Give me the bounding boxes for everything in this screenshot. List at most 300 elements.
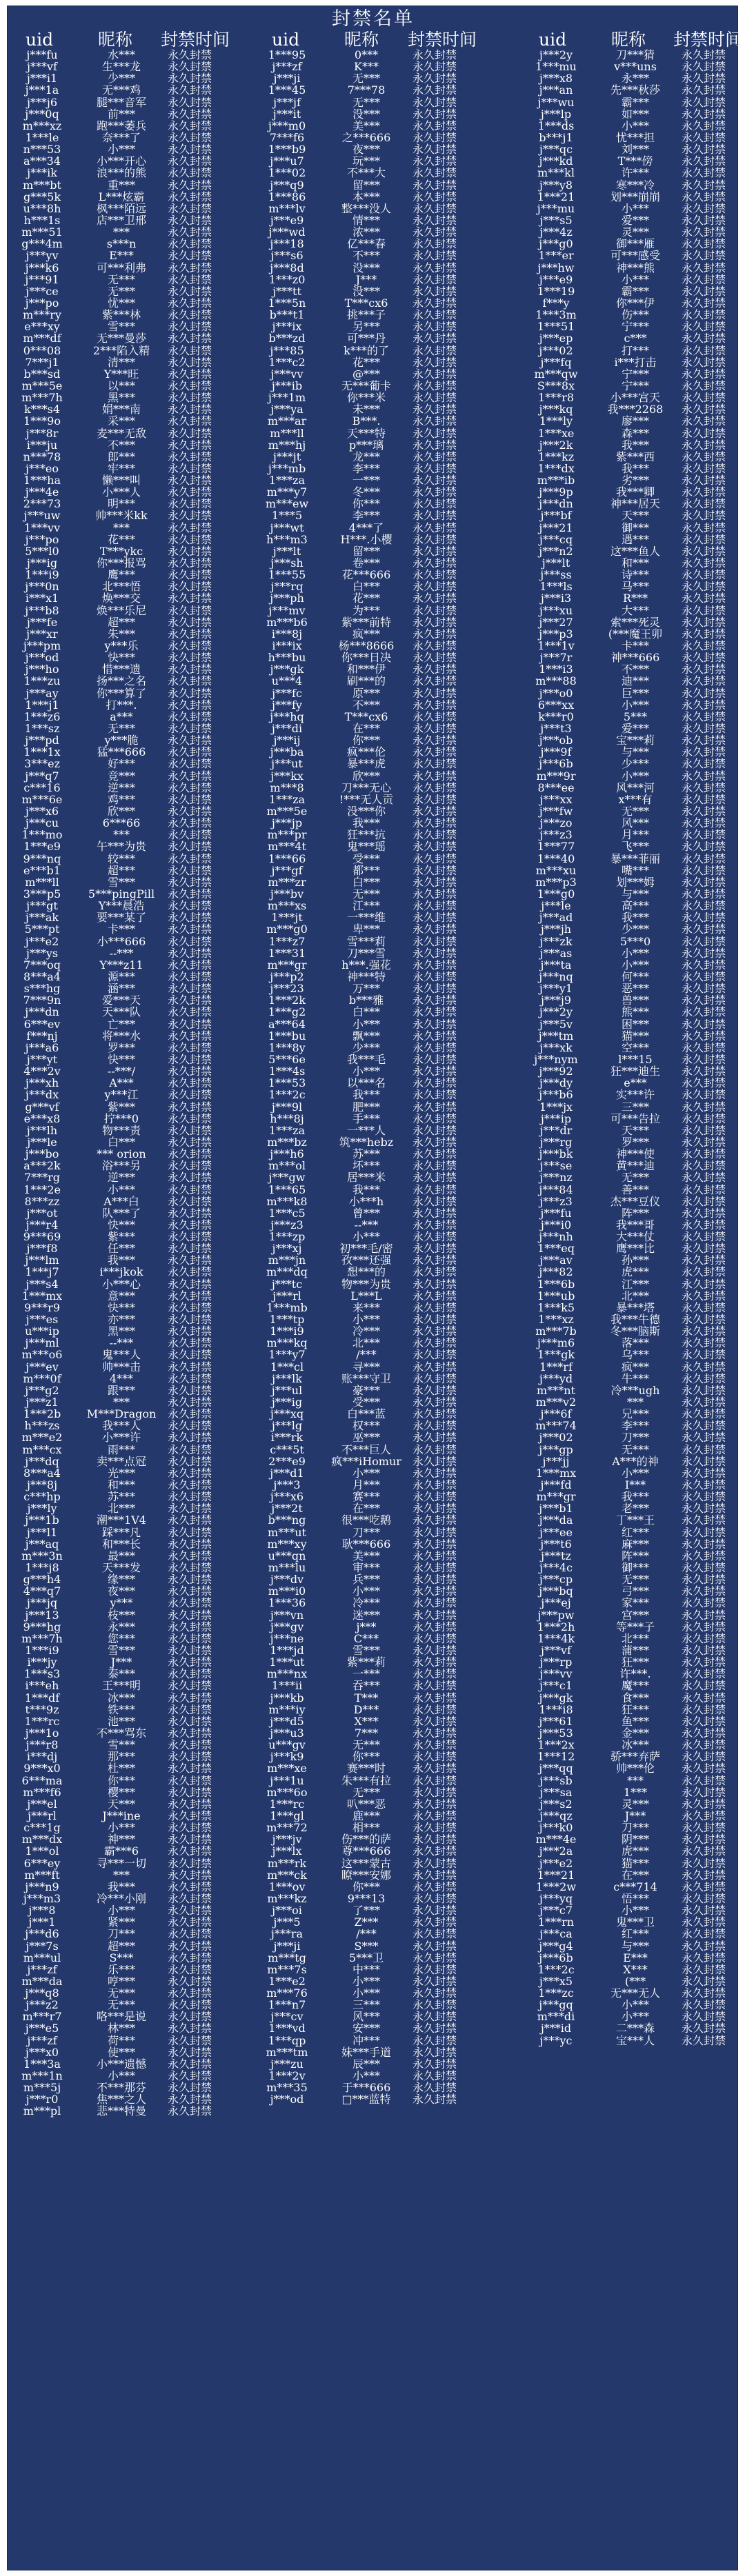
ban-time-cell: 永久封禁 (413, 497, 457, 511)
nickname-cell: y***脆 (104, 734, 139, 747)
ban-row (522, 214, 739, 226)
uid-cell: i***ix (272, 639, 302, 653)
nickname-cell: 4***了 (348, 521, 384, 534)
ban-row (522, 1302, 739, 1314)
uid-cell: m***4e (535, 1833, 577, 1847)
nickname-cell: 刷***的 (346, 674, 386, 688)
ban-row (252, 675, 494, 687)
nickname-cell: 受*** (352, 1396, 380, 1409)
uid-cell: 1***mb (266, 1300, 308, 1314)
uid-cell: m***g0 (266, 923, 308, 936)
ban-time-cell: 永久封禁 (168, 934, 212, 948)
ban-row (252, 1184, 494, 1196)
nickname-cell: 无*** (352, 1738, 380, 1752)
ban-time-cell: 永久封禁 (168, 95, 212, 109)
ban-time-cell: 永久封禁 (413, 1868, 457, 1882)
ban-time-cell: 永久封禁 (413, 1821, 457, 1835)
uid-cell: j***1o (25, 1726, 59, 1740)
nickname-cell: 生***龙 (101, 60, 141, 74)
ban-row (8, 510, 249, 521)
ban-time-cell: 永久封禁 (413, 1029, 457, 1043)
ban-row (8, 1704, 249, 1715)
ban-row (522, 309, 739, 321)
nickname-cell: 曾*** (352, 1206, 380, 1220)
ban-row (252, 1491, 494, 1502)
ban-time-cell: 永久封禁 (413, 225, 457, 239)
uid-cell: j***3 (273, 1478, 301, 1492)
nickname-cell: Z*** (354, 1915, 379, 1929)
ban-row (252, 534, 494, 545)
ban-time-cell: 永久封禁 (682, 934, 726, 948)
ban-time-cell: 永久封禁 (682, 1300, 726, 1314)
uid-cell: 1***zp (268, 1230, 306, 1244)
uid-cell: 1***le (25, 130, 59, 144)
uid-cell: g***5k (23, 190, 61, 203)
nickname-cell: 狂*** (621, 1702, 649, 1716)
ban-time-cell: 永久封禁 (682, 568, 726, 582)
ban-time-cell: 永久封禁 (682, 1561, 726, 1574)
ban-time-cell: 永久封禁 (168, 1951, 212, 1964)
uid-cell: m***6o (266, 1785, 308, 1799)
uid-cell: c***16 (23, 781, 61, 794)
ban-row (8, 1444, 249, 1456)
uid-cell: j***po (25, 296, 59, 310)
ban-column-3 (522, 49, 739, 2046)
ban-time-cell: 永久封禁 (168, 1667, 212, 1681)
ban-time-cell: 永久封禁 (413, 95, 457, 109)
uid-cell: j***b8 (25, 603, 59, 617)
nickname-cell: 白***蓝 (346, 1407, 386, 1421)
ban-time-cell: 永久封禁 (413, 143, 457, 157)
uid-cell: 1***i9 (25, 568, 59, 582)
ban-row (252, 1798, 494, 1810)
nickname-cell: 杨***8666 (338, 639, 395, 653)
nickname-cell: b***雅 (348, 994, 384, 1007)
ban-time-cell: 永久封禁 (682, 2010, 726, 2024)
uid-cell: m***4t (268, 840, 306, 854)
ban-row (8, 238, 249, 250)
ban-time-cell: 永久封禁 (413, 1939, 457, 1953)
nickname-cell: 筑***hebz (339, 1135, 394, 1149)
nickname-cell: 忧***担 (615, 130, 655, 144)
uid-cell: 1***r8 (537, 391, 574, 405)
uid-cell: j***fu (540, 1206, 572, 1220)
ban-row (252, 983, 494, 994)
uid-cell: j***cp (539, 1573, 573, 1587)
ban-time-cell: 永久封禁 (168, 414, 212, 428)
uid-cell: j***vn (270, 1608, 304, 1622)
nickname-cell: 想***的 (346, 1265, 386, 1279)
ban-row (8, 392, 249, 403)
nickname-cell: B***. (352, 414, 381, 428)
ban-time-cell: 永久封禁 (413, 1242, 457, 1256)
ban-time-cell: 永久封禁 (413, 982, 457, 996)
ban-row (522, 486, 739, 498)
nickname-cell: 留*** (352, 544, 380, 558)
ban-row (252, 1715, 494, 1727)
ban-time-cell: 永久封禁 (413, 1147, 457, 1161)
ban-row (8, 805, 249, 817)
ban-row (522, 1940, 739, 1952)
ban-row (8, 1018, 249, 1030)
uid-cell: j***ne (270, 1631, 304, 1645)
ban-time-cell: 永久封禁 (168, 556, 212, 570)
nickname-cell: J***ine (102, 1809, 141, 1822)
uid-cell: j***9p (539, 485, 573, 499)
nickname-cell: 帅***米kk (95, 509, 148, 523)
ban-row (252, 1751, 494, 1762)
ban-time-cell: 永久封禁 (168, 2033, 212, 2047)
ban-time-cell: 永久封禁 (168, 367, 212, 381)
ban-row (8, 1916, 249, 1928)
nickname-cell: j*** (356, 1620, 377, 1633)
uid-cell: 1***ly (539, 414, 573, 428)
nickname-cell: 乐*** (107, 1962, 135, 1976)
ban-row (8, 912, 249, 923)
ban-time-cell: 永久封禁 (413, 1360, 457, 1373)
uid-cell: b***zd (268, 332, 306, 345)
ban-time-cell: 永久封禁 (168, 178, 212, 192)
nickname-cell: 为*** (352, 603, 380, 617)
uid-cell: 1***e9 (23, 840, 61, 854)
ban-row (522, 1810, 739, 1822)
ban-time-cell: 永久封禁 (413, 674, 457, 688)
nickname-cell: 竞*** (107, 769, 135, 783)
ban-time-cell: 永久封禁 (168, 1986, 212, 2000)
ban-row (522, 167, 739, 179)
ban-row (252, 971, 494, 983)
ban-row (522, 1018, 739, 1030)
nickname-cell: 无*** (107, 1998, 135, 2012)
nickname-cell: 狂***抗 (346, 828, 386, 842)
nickname-cell: --***/ (107, 1065, 136, 1078)
ban-time-cell: 永久封禁 (413, 840, 457, 854)
uid-cell: 1***95 (268, 48, 306, 61)
ban-time-cell: 永久封禁 (682, 1620, 726, 1633)
nickname-cell: 冷*** (352, 1596, 380, 1610)
uid-cell: j***84 (539, 1183, 573, 1196)
ban-time-cell: 永久封禁 (682, 1052, 726, 1066)
nickname-cell: 无***鸡 (101, 83, 141, 97)
ban-row (8, 380, 249, 392)
ban-row (252, 1125, 494, 1136)
uid-cell: 1***4k (537, 1631, 575, 1645)
ban-time-cell: 永久封禁 (168, 1631, 212, 1645)
ban-time-cell: 永久封禁 (168, 261, 212, 274)
uid-cell: j***18 (270, 237, 304, 251)
ban-time-cell: 永久封禁 (168, 1466, 212, 1480)
ban-row (8, 1715, 249, 1727)
uid-cell: j***tz (541, 1549, 571, 1562)
nickname-cell: 兵*** (352, 1573, 380, 1587)
nickname-cell: 没*** (352, 261, 380, 274)
ban-time-cell: 永久封禁 (682, 225, 726, 239)
ban-time-cell: 永久封禁 (168, 532, 212, 546)
uid-cell: j***z2 (26, 1998, 59, 2012)
ban-row (252, 1573, 494, 1585)
uid-cell: j***as (539, 946, 573, 960)
ban-time-cell: 永久封禁 (682, 1880, 726, 1893)
ban-row (522, 1798, 739, 1810)
uid-cell: j***2t (271, 1502, 303, 1516)
header-nickname-2: 昵称 (344, 30, 379, 50)
ban-row (522, 1975, 739, 1987)
uid-cell: 1***2b (23, 1407, 61, 1421)
uid-cell: j***7r (539, 651, 573, 665)
ban-row (8, 1196, 249, 1207)
ban-row (8, 463, 249, 474)
ban-time-cell: 永久封禁 (168, 1904, 212, 1918)
nickname-cell: 懒***叫 (101, 474, 141, 487)
ban-row (522, 84, 739, 96)
uid-cell: m***di (537, 2010, 575, 2024)
nickname-cell: 花***666 (341, 568, 391, 582)
uid-cell: j***sa (539, 1785, 573, 1799)
ban-time-cell: 永久封禁 (413, 911, 457, 925)
nickname-cell: 寻*** (352, 1360, 380, 1373)
ban-row (252, 947, 494, 959)
nickname-cell: 花*** (352, 592, 380, 605)
ban-row (8, 592, 249, 604)
uid-cell: j***rg (539, 1135, 573, 1149)
uid-cell: j***cq (539, 532, 573, 546)
ban-time-cell: 永久封禁 (168, 1147, 212, 1161)
ban-row (8, 1680, 249, 1691)
ban-time-cell: 永久封禁 (413, 1502, 457, 1516)
ban-time-cell: 永久封禁 (682, 1525, 726, 1539)
uid-cell: j***lp (540, 107, 572, 121)
uid-cell: 1***31 (268, 946, 306, 960)
ban-row (522, 1184, 739, 1196)
uid-cell: m***bt (23, 178, 61, 192)
ban-row (252, 238, 494, 250)
ban-row (522, 226, 739, 238)
ban-row (522, 238, 739, 250)
uid-cell: j***dn (539, 497, 573, 511)
ban-row (252, 262, 494, 274)
ban-time-cell: 永久封禁 (682, 1088, 726, 1102)
ban-row (8, 1160, 249, 1171)
nickname-cell: *** (627, 1773, 644, 1787)
uid-cell: j***27 (539, 615, 573, 629)
ban-row (522, 1290, 739, 1302)
uid-cell: i***ju (26, 438, 58, 452)
nickname-cell: 雪*** (107, 875, 135, 889)
ban-time-cell: 永久封禁 (682, 639, 726, 653)
ban-time-cell: 永久封禁 (413, 438, 457, 452)
nickname-cell: 我*** (352, 1088, 380, 1102)
nickname-cell: 疯***iHomur (331, 1454, 401, 1468)
ban-time-cell: 永久封禁 (682, 130, 726, 144)
ban-row (252, 1940, 494, 1952)
ban-time-cell: 永久封禁 (682, 1254, 726, 1267)
ban-row (252, 1562, 494, 1573)
ban-row (8, 1928, 249, 1940)
uid-cell: 5***l0 (25, 544, 59, 558)
ban-time-cell: 永久封禁 (682, 1183, 726, 1196)
ban-row (522, 888, 739, 900)
ban-row (522, 120, 739, 132)
nickname-cell: 尊***666 (341, 1844, 391, 1858)
uid-cell: 1***02 (268, 166, 306, 180)
uid-cell: j***i3 (540, 592, 572, 605)
ban-time-cell: 永久封禁 (682, 332, 726, 345)
uid-cell: 1***gl (270, 1809, 304, 1822)
uid-cell: j***gk (270, 663, 304, 676)
ban-row (252, 250, 494, 261)
uid-cell: j***d6 (25, 1927, 59, 1941)
header-uid-3: uid (539, 30, 567, 50)
uid-cell: j***e9 (539, 272, 573, 286)
ban-time-cell: 永久封禁 (168, 296, 212, 310)
ban-time-cell: 永久封禁 (413, 284, 457, 298)
nickname-cell: 无***曼莎 (96, 332, 146, 345)
nickname-cell: 快*** (107, 651, 135, 665)
nickname-cell: 猫*** (621, 1029, 649, 1043)
ban-time-cell: 永久封禁 (682, 1100, 726, 1114)
ban-time-cell: 永久封禁 (682, 887, 726, 900)
nickname-cell: 浪***的熊 (96, 166, 146, 180)
nickname-cell: 善*** (621, 1183, 649, 1196)
ban-time-cell: 永久封禁 (682, 1040, 726, 1054)
nickname-cell: 你***伊 (615, 296, 655, 310)
ban-row (8, 1668, 249, 1680)
ban-time-cell: 永久封禁 (682, 403, 726, 416)
ban-time-cell: 永久封禁 (413, 201, 457, 215)
nickname-cell: 源*** (107, 969, 135, 983)
nickname-cell: 朱*** (107, 627, 135, 641)
uid-cell: 1***er (538, 249, 574, 263)
ban-time-cell: 永久封禁 (682, 1974, 726, 1988)
ban-row (252, 829, 494, 841)
uid-cell: j***c1 (539, 1679, 573, 1693)
uid-cell: j***1b (25, 1513, 59, 1527)
ban-row (8, 108, 249, 120)
nickname-cell: 小*** (621, 272, 649, 286)
uid-cell: m***rk (267, 1856, 307, 1870)
ban-row (8, 994, 249, 1006)
nickname-cell: 悲***特曼 (96, 2104, 146, 2118)
nickname-cell: 白*** (352, 580, 380, 594)
ban-time-cell: 永久封禁 (682, 1785, 726, 1799)
ban-time-cell: 永久封禁 (682, 1643, 726, 1657)
nickname-cell: 以*** (107, 379, 135, 392)
ban-time-cell: 永久封禁 (168, 308, 212, 322)
ban-time-cell: 永久封禁 (413, 2057, 457, 2071)
ban-time-cell: 永久封禁 (168, 1714, 212, 1728)
uid-cell: j***l1 (26, 1525, 58, 1539)
ban-time-cell: 永久封禁 (168, 391, 212, 405)
ban-time-cell: 永久封禁 (682, 1478, 726, 1492)
ban-time-cell: 永久封禁 (682, 1135, 726, 1149)
uid-cell: j***c7 (539, 1904, 573, 1918)
ban-row (8, 557, 249, 569)
uid-cell: t***9z (25, 1702, 59, 1716)
ban-row (252, 1775, 494, 1787)
ban-time-cell: 永久封禁 (413, 544, 457, 558)
uid-cell: c***hp (23, 1490, 61, 1504)
ban-row (8, 191, 249, 203)
ban-row (252, 179, 494, 191)
nickname-cell: 北***悟 (101, 580, 141, 594)
ban-time-cell: 永久封禁 (413, 1017, 457, 1031)
ban-row (522, 1337, 739, 1349)
ban-time-cell: 永久封禁 (413, 946, 457, 960)
nickname-cell: 冬***脑斯 (610, 1325, 660, 1338)
uid-cell: j***b1 (539, 1502, 573, 1516)
uid-cell: 1***gk (537, 1348, 575, 1362)
ban-row (8, 1302, 249, 1314)
ban-time-cell: 永久封禁 (413, 355, 457, 369)
uid-cell: m***jn (268, 1254, 306, 1267)
uid-cell: 8***zz (24, 1194, 60, 1208)
uid-cell: j***mu (537, 201, 575, 215)
nickname-cell: 食*** (621, 1691, 649, 1704)
ban-time-cell: 永久封禁 (413, 639, 457, 653)
uid-cell: j***ot (26, 1206, 58, 1220)
ban-time-cell: 永久封禁 (413, 426, 457, 440)
uid-cell: j***6b (539, 1951, 573, 1964)
ban-time-cell: 永久封禁 (168, 2010, 212, 2024)
ban-row (8, 1065, 249, 1077)
uid-cell: j***ys (26, 946, 59, 960)
ban-time-cell: 永久封禁 (413, 1762, 457, 1775)
ban-time-cell: 永久封禁 (413, 1844, 457, 1858)
uid-cell: j***s4 (26, 1277, 59, 1291)
uid-cell: j***kx (270, 769, 304, 783)
uid-cell: j***ji (273, 72, 301, 85)
ban-row (8, 143, 249, 155)
uid-cell: j***1a (25, 83, 59, 97)
ban-row (8, 167, 249, 179)
uid-cell: j***yv (26, 249, 59, 263)
nickname-cell: 弓*** (621, 1584, 649, 1598)
ban-row (252, 1349, 494, 1360)
nickname-cell: 受*** (352, 852, 380, 865)
ban-time-cell: 永久封禁 (168, 1076, 212, 1090)
ban-row (8, 1822, 249, 1833)
nickname-cell: 小***遗憾 (96, 2057, 146, 2071)
ban-time-cell: 永久封禁 (168, 1927, 212, 1941)
nickname-cell: 原*** (352, 686, 380, 700)
ban-row (252, 1964, 494, 1975)
uid-cell: 1***19 (537, 284, 575, 298)
ban-time-cell: 永久封禁 (168, 1656, 212, 1669)
nickname-cell: 我***哥 (615, 1218, 655, 1231)
ban-row (252, 794, 494, 805)
uid-cell: m***5e (266, 805, 308, 818)
nickname-cell: 逆*** (107, 1171, 135, 1185)
ban-time-cell: 永久封禁 (413, 1100, 457, 1114)
ban-time-cell: 永久封禁 (168, 2057, 212, 2071)
ban-row (252, 2058, 494, 2070)
ban-row (8, 1373, 249, 1385)
uid-cell: j***lx (272, 1844, 302, 1858)
uid-cell: j***u7 (270, 154, 304, 168)
uid-cell: m***r7 (22, 2010, 62, 2024)
uid-cell: j***bq (539, 1584, 573, 1598)
ban-row (252, 72, 494, 84)
ban-time-cell: 永久封禁 (413, 1584, 457, 1598)
ban-time-cell: 永久封禁 (413, 2010, 457, 2024)
ban-time-cell: 永久封禁 (413, 852, 457, 865)
nickname-cell: 马*** (621, 580, 649, 594)
ban-time-cell: 永久封禁 (168, 426, 212, 440)
ban-time-cell: 永久封禁 (682, 556, 726, 570)
ban-time-cell: 永久封禁 (168, 509, 212, 523)
ban-time-cell: 永久封禁 (168, 485, 212, 499)
ban-row (8, 486, 249, 498)
